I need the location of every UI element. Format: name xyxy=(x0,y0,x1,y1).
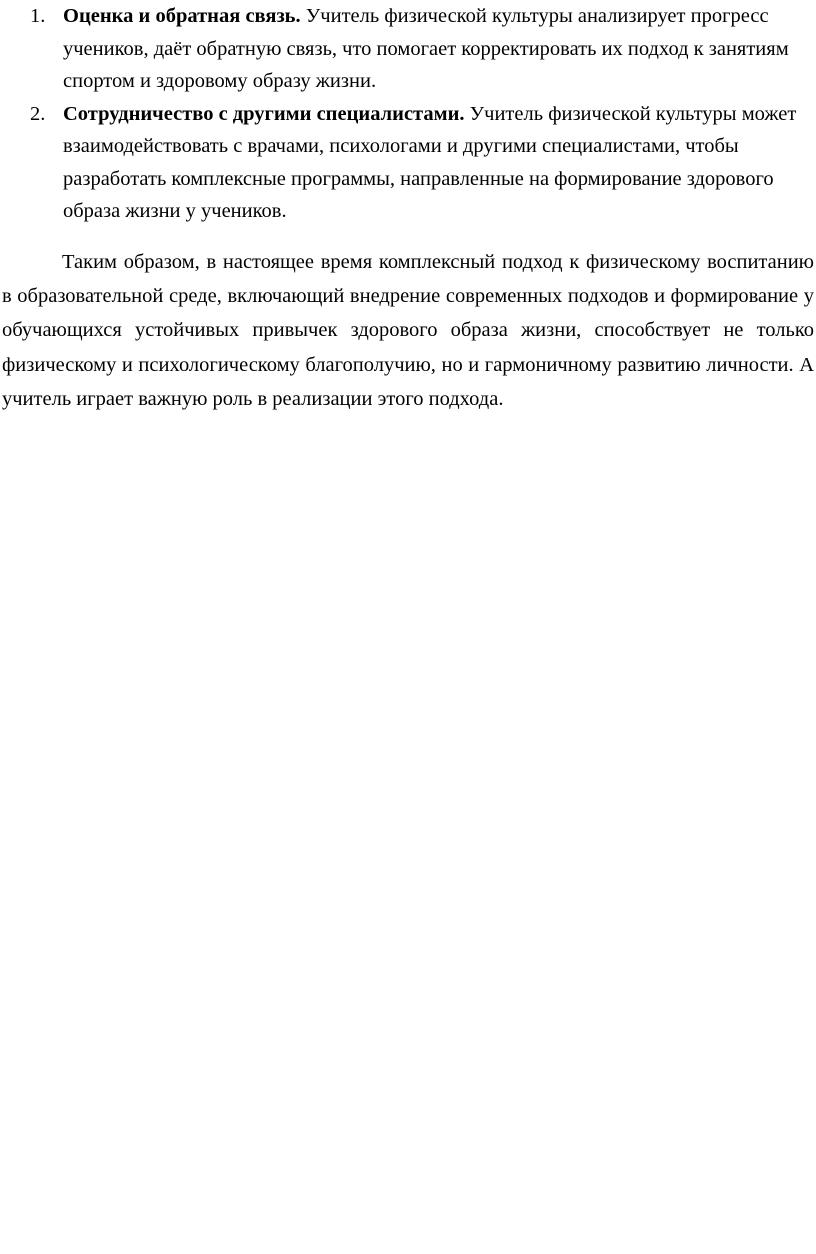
list-item-number: 2. xyxy=(30,102,46,125)
list-item-title: Сотрудничество с другими специалистами. xyxy=(63,102,465,125)
conclusion-paragraph: Таким образом, в настоящее время комплексный подход к физическому воспитанию в образовательной среде, включающий внедрение современных подходов и формирование у обучающихся устойчивых привычек здорового образа жизни, способствует не только физическому и психологическому благополучию, но и гармоничному развитию личности. А учитель играет важную роль в реализации этого подхода. xyxy=(2,251,814,410)
list-item-number: 1. xyxy=(30,5,46,27)
numbered-list xyxy=(0,0,816,228)
list-item-text: Учитель физической культуры может взаимодействовать с врачами, психологами и другими специалистами, чтобы разработать комплексные программы, направленные на формирование здорового образа жизни у учеников. xyxy=(63,102,797,222)
list-item-title: Оценка и обратная связь. xyxy=(63,5,301,27)
list-item xyxy=(0,98,816,228)
list-item-text: Учитель физической культуры анализирует прогресс учеников, даёт обратную связь, что помогает корректировать их подход к занятиям спортом и здоровому образу жизни. xyxy=(63,5,789,92)
list-item xyxy=(0,0,816,98)
